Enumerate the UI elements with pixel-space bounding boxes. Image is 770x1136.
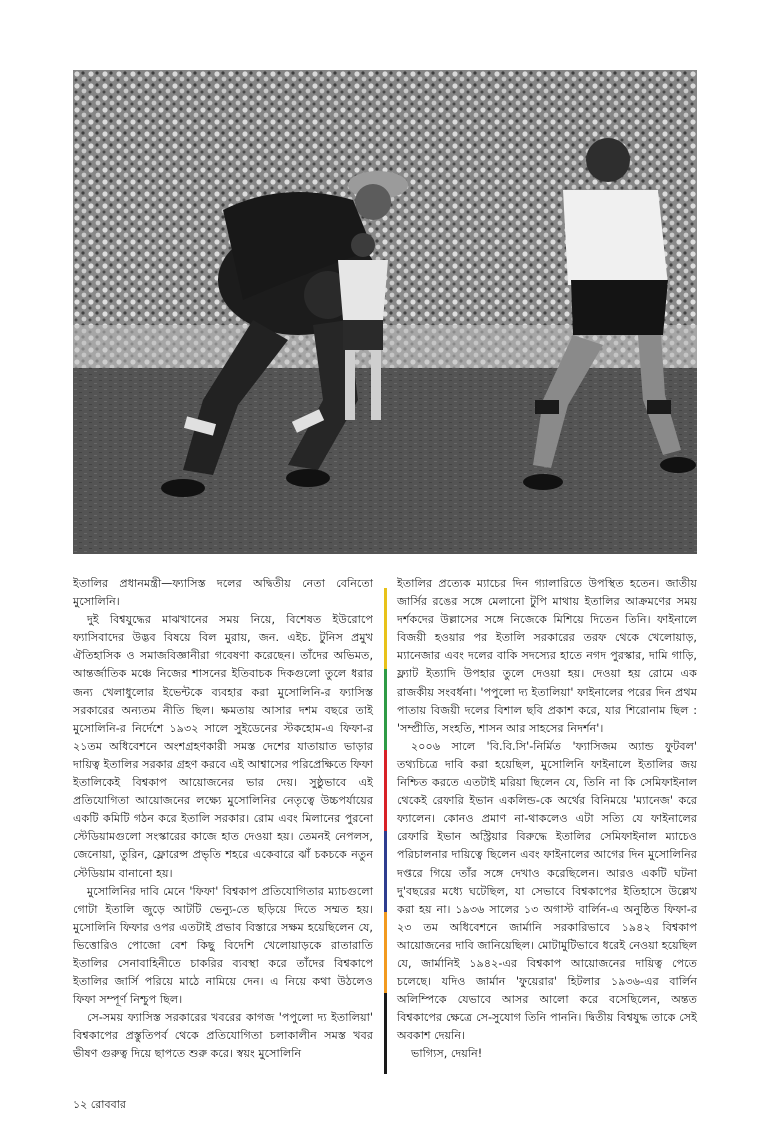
divider-segment [384,993,387,1074]
paragraph: দুই বিশ্বযুদ্ধের মাঝখানের সময় নিয়ে, বিশেষত ইউরোপে ফ্যাসিবাদের উদ্ভব বিষয়ে বিল মুরায়, জন. এইচ. টুনিস প্রমুখ ঐতিহাসিক ও সমাজবিজ্ঞানীরা গবেষণা করেছেন। তাঁদের অভিমত, আন্তর্জাতিক মঞ্চে নিজের শাসনের ইতিবাচক দিকগুলো তুলে ধরার জন্য খেলাধুলোর ইভেন্টকে ব্যবহার করা মুসোলিনি-র ফ্যাসিস্ত সরকারের অন্যতম নীতি ছিল। ক্ষমতায় আসার দশম বছরে তাই মুসোলিনি-র নির্দেশে ১৯৩২ সালে সুইডেনের স্টকহোম-এ ফিফা-র ২১তম অধিবেশনে অংশগ্রহণকারী সমস্ত দেশের যাতায়াত ভাড়ার দায়িত্ব ইতালির সরকার গ্রহণ করবে এই আশ্বাসের পরিপ্রেক্ষিতে ফিফা ইতালিকেই বিশ্বকাপ আয়োজনের ভার দেয়। সুষ্ঠুভাবে এই প্রতিযোগিতা আয়োজনের লক্ষ্যে মুসোলিনির নেতৃত্বে উচ্চপর্যায়ের একটি কমিটি গঠন করে ইতালি সরকার। রোম এবং মিলানের পুরনো স্টেডিয়ামগুলো সংস্কারের কাজে হাত দেওয়া হয়। তেমনই নেপলস, জেনোয়া, তুরিন, ফ্লোরেন্স প্রভৃতি শহরে একেবারে ঝাঁ চকচকে নতুন স্টেডিয়াম বানানো হয়। [73,613,373,880]
photo-illustration [73,70,697,554]
paragraph: মুসোলিনির দাবি মেনে 'ফিফা' বিশ্বকাপ প্রতিযোগিতার ম্যাচগুলো গোটা ইতালি জুড়ে আটটি ভেন্যু-তে ছড়িয়ে দিতে সম্মত হয়। মুসোলিনি ফিফার ওপর এতটাই প্রভাব বিস্তারে সক্ষম হয়েছিলেন যে, ভিত্তোরিও পোজো বেশ কিছু বিদেশি খেলোয়াড়কে রাতারাতি ইতালির সেনাবাহিনীতে চাকরির ব্যবস্থা করে তাঁদের বিশ্বকাপে ইতালির জার্সি পরিয়ে মাঠে নামিয়ে দেন। এ নিয়ে কথা উঠলেও ফিফা সম্পূর্ণ নিশ্চুপ ছিল। [73,884,373,1007]
divider-segment [384,669,387,750]
paragraph: ভাগ্যিস, দেয়নি! [411,1047,483,1061]
paragraph: ইতালির প্রধানমন্ত্রী—ফ্যাসিস্ত দলের অদ্বিতীয় নেতা বেনিতো মুসোলিনি। [73,577,373,609]
paragraph: ইতালির প্রত্যেক ম্যাচের দিন গ্যালারিতে উপস্থিত হতেন। জাতীয় জার্সির রঙের সঙ্গে মেলানো টুপি মাথায় ইতালির আক্রমণের সময় দর্শকদের উল্লাসের সঙ্গে নিজেকে মিশিয়ে দিতেন তিনি। ফাইনালে বিজয়ী হওয়ার পর ইতালি সরকারের তরফ থেকে খেলোয়াড়, ম্যানেজার এবং দলের বাকি সদস্যের হাতে নগদ পুরস্কার, দামি গাড়ি, ফ্ল্যাট ইত্যাদি উপহার তুলে দেওয়া হয়। দেওয়া হয় রোমে এক রাজকীয় সংবর্ধনা। 'পপুলো দ্য ইতালিয়া' ফাইনালের পরের দিন প্রথম পাতায় বিজয়ী দলের বিশাল ছবি প্রকাশ করে, যার শিরোনাম ছিল : 'সম্প্রীতি, সংহতি, শাসন আর সাহসের নিদর্শন'। [397,577,697,735]
football-match-photo [73,70,697,554]
page-footer: ১২ রোববার [73,1098,126,1111]
divider-segment [384,588,387,669]
divider-segment [384,912,387,993]
divider-segment [384,750,387,831]
article-column-left [73,575,373,1064]
article-column-right [397,575,697,1064]
paragraph: ২০০৬ সালে 'বি.বি.সি'-নির্মিত 'ফ্যাসিজম অ্যান্ড ফুটবল' তথ্যচিত্রে দাবি করা হয়েছিল, মুসোলিনি ফাইনালে ইতালির জয় নিশ্চিত করতে এতটাই মরিয়া ছিলেন যে, তিনি না কি সেমিফাইনাল থেকেই রেফারি ইভান একলিন্ড-কে অর্থের বিনিময়ে 'ম্যানেজ' করে ফ্যালেন। কোনও প্রমাণ না-থাকলেও এটা সত্যি যে ফাইনালের রেফারি ইভান অস্ট্রিয়ার বিরুদ্ধে ইতালির সেমিফাইনাল ম্যাচেও পরিচালনার দায়িত্বে ছিলেন এবং ফাইনালের আগের দিন মুসোলিনির দপ্তরে গিয়ে তাঁর সঙ্গে দেখাও করেছিলেন। আরও একটি ঘটনা দু'বছরের মধ্যে ঘটেছিল, যা সেভাবে বিশ্বকাপের ইতিহাসে উল্লেখ করা হয় না। ১৯৩৬ সালের ১৩ অগাস্ট বার্লিন-এ অনুষ্ঠিত ফিফা-র ২৩ তম অধিবেশনে জার্মানি সরকারিভাবে ১৯৪২ বিশ্বকাপ আয়োজনের দাবি জানিয়েছিল। মোটামুটিভাবে ধরেই নেওয়া হয়েছিল যে, জার্মানিই ১৯৪২-এর বিশ্বকাপ আয়োজনের দায়িত্ব পেতে চলেছে। যদিও জার্মান 'ফুয়েরার' হিটলার ১৯৩৬-এর বার্লিন অলিম্পিকে যেভাবে আসর আলো করে বসেছিলেন, অন্তত বিশ্বকাপের ক্ষেত্রে সে-সুযোগ তিনি পাননি। দ্বিতীয় বিশ্বযুদ্ধ তাকে সেই অবকাশ দেয়নি। [397,739,697,1043]
divider-segment [384,831,387,912]
color-column-divider [384,588,387,1074]
paragraph: সে-সময় ফ্যাসিস্ত সরকারের খবরের কাগজ 'পপুলো দ্য ইতালিয়া' বিশ্বকাপের প্রস্তুতিপর্ব থেকে প্রতিযোগিতা চলাকালীন সমস্ত খবর ভীষণ গুরুত্ব দিয়ে ছাপতে শুরু করে। স্বয়ং মুসোলিনি [73,1011,373,1061]
